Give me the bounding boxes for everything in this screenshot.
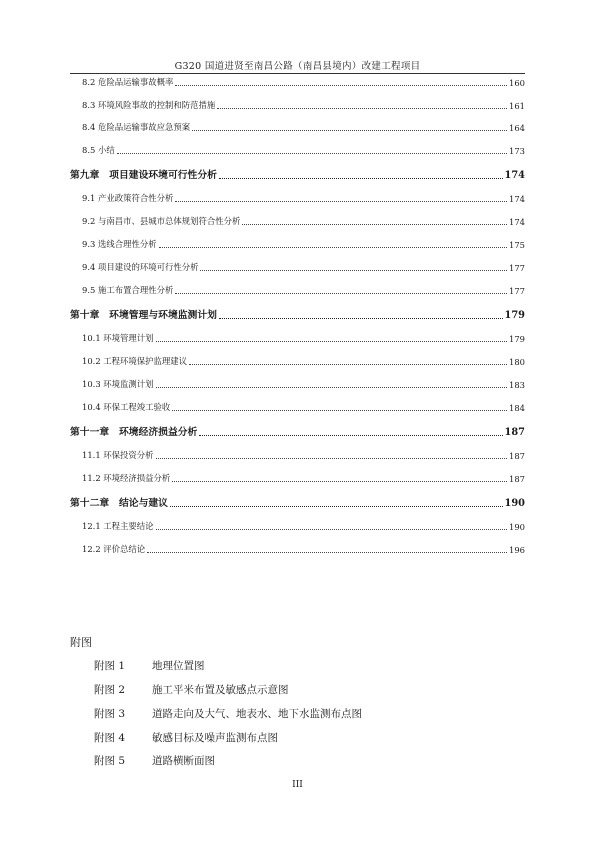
toc-entry-page: 190 [504,498,525,509]
toc-entry-page: 190 [509,522,525,532]
dot-leader [159,247,507,248]
toc-entry-title: 11.2 环境经济损益分析 [82,473,171,483]
toc-entry-title: 10.3 环境监测计划 [82,379,154,389]
toc-section-entry[interactable] [82,122,525,133]
dot-leader [172,481,507,482]
toc-section-entry[interactable] [82,333,525,344]
appendix-item-title: 地理位置图 [152,660,205,672]
dot-leader [175,293,507,294]
toc-section-entry[interactable] [82,239,525,250]
toc-section-entry[interactable] [82,285,525,296]
toc-entry-title: 10.2 工程环境保护监理建议 [82,356,188,366]
toc-section-entry[interactable] [82,402,525,413]
toc-section-entry[interactable] [82,100,525,111]
dot-leader [156,529,507,530]
dot-leader [199,435,502,436]
appendix-item [94,682,289,697]
toc-section-entry[interactable] [82,544,525,555]
toc-entry-page: 177 [509,263,525,273]
dot-leader [219,178,503,179]
toc-chapter-entry[interactable] [70,308,525,321]
toc-section-entry[interactable] [82,379,525,390]
appendix-item [94,706,362,721]
dot-leader [117,153,507,154]
dot-leader [192,130,507,131]
toc-entry-title: 9.1 产业政策符合性分析 [82,193,174,203]
appendix-item [94,753,215,768]
toc-chapter-entry[interactable] [70,168,525,181]
toc-entry-page: 183 [509,380,525,390]
toc-section-entry[interactable] [82,356,525,367]
appendix-item-title: 敏感目标及噪声监测布点图 [152,732,278,744]
header-divider [70,73,525,74]
toc-entry-page: 161 [509,101,525,111]
appendix-title: 附图 [70,636,92,649]
appendix-item-title: 施工平米布置及敏感点示意图 [152,684,289,696]
appendix-item-title: 道路走向及大气、地表水、地下水监测布点图 [152,708,362,720]
toc-section-entry[interactable] [82,216,525,227]
toc-entry-page: 184 [509,403,525,413]
toc-entry-page: 174 [509,217,525,227]
dot-leader [217,108,507,109]
dot-leader [189,364,507,365]
toc-entry-page: 187 [509,451,525,461]
toc-entry-page: 179 [504,310,525,321]
toc-section-entry[interactable] [82,145,525,156]
toc-entry-title: 8.3 环境风险事故的控制和防范措施 [82,100,216,110]
dot-leader [147,552,507,553]
toc-entry-title: 第十二章 结论与建议 [70,498,168,509]
toc-section-entry[interactable] [82,473,525,484]
toc-entry-title: 9.4 项目建设的环境可行性分析 [82,262,199,272]
toc-entry-page: 164 [509,123,525,133]
toc-entry-page: 175 [509,240,525,250]
toc-entry-page: 174 [509,194,525,204]
toc-section-entry[interactable] [82,521,525,532]
appendix-item-label: 附图 1 [94,660,126,672]
appendix-item-label: 附图 3 [94,708,126,720]
appendix-item-label: 附图 2 [94,684,126,696]
toc-entry-page: 180 [509,357,525,367]
dot-leader [175,85,507,86]
dot-leader [242,224,507,225]
toc-entry-title: 8.2 危险品运输事故概率 [82,77,174,87]
toc-entry-title: 10.1 环境管理计划 [82,333,154,343]
toc-entry-title: 8.5 小结 [82,145,115,155]
dot-leader [170,506,503,507]
dot-leader [172,410,507,411]
toc-entry-title: 第九章 项目建设环境可行性分析 [70,170,217,181]
toc-entry-title: 8.4 危险品运输事故应急预案 [82,122,191,132]
toc-entry-page: 196 [509,545,525,555]
toc-section-entry[interactable] [82,450,525,461]
dot-leader [156,341,507,342]
page-number: III [292,780,303,790]
toc-entry-title: 第十一章 环境经济损益分析 [70,427,198,438]
toc-entry-page: 177 [509,286,525,296]
toc-entry-page: 160 [509,78,525,88]
toc-entry-title: 12.2 评价总结论 [82,544,146,554]
toc-section-entry[interactable] [82,193,525,204]
toc-entry-page: 187 [504,427,525,438]
dot-leader [175,201,507,202]
toc-entry-title: 9.5 施工布置合理性分析 [82,285,174,295]
toc-entry-page: 173 [509,146,525,156]
toc-entry-page: 187 [509,474,525,484]
appendix-item [94,730,278,745]
appendix-item-label: 附图 4 [94,732,126,744]
dot-leader [219,318,503,319]
toc-entry-page: 174 [504,170,525,181]
toc-chapter-entry[interactable] [70,425,525,438]
toc-chapter-entry[interactable] [70,496,525,509]
toc-entry-title: 10.4 环保工程竣工验收 [82,402,171,412]
toc-entry-page: 179 [509,334,525,344]
appendix-item [94,658,205,673]
toc-section-entry[interactable] [82,262,525,273]
appendix-item-label: 附图 5 [94,755,126,767]
dot-leader [156,458,507,459]
toc-entry-title: 9.2 与南昌市、县城市总体规划符合性分析 [82,216,241,226]
toc-entry-title: 第十章 环境管理与环境监测计划 [70,310,217,321]
appendix-item-title: 道路横断面图 [152,755,215,767]
toc-entry-title: 9.3 选线合理性分析 [82,239,157,249]
toc-section-entry[interactable] [82,77,525,88]
dot-leader [200,270,507,271]
running-header: G320 国道进贤至南昌公路（南昌县境内）改建工程项目 [174,61,421,72]
toc-entry-title: 11.1 环保投资分析 [82,450,154,460]
dot-leader [156,387,507,388]
toc-entry-title: 12.1 工程主要结论 [82,521,154,531]
